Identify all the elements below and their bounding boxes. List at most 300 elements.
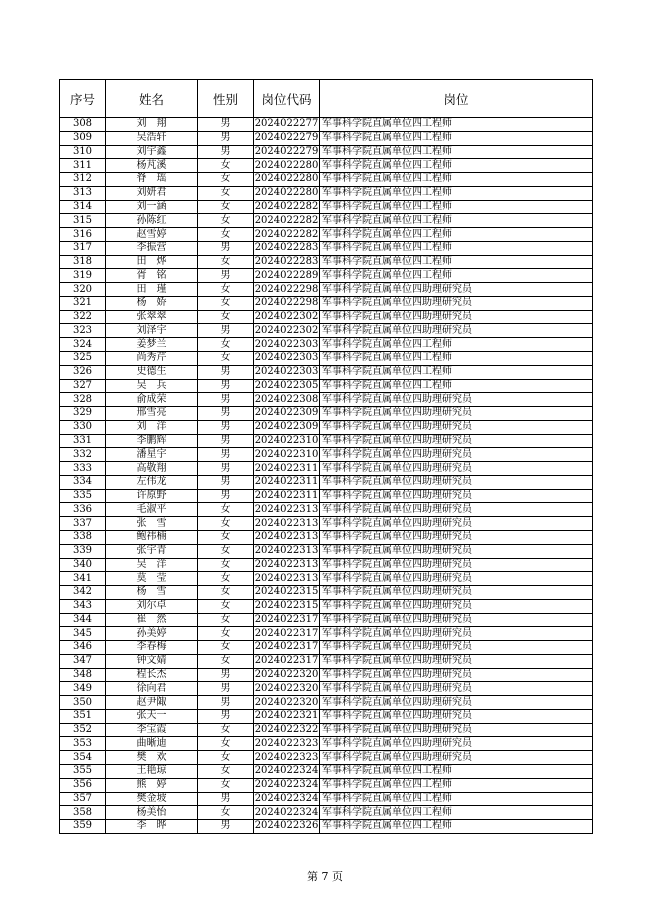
cell-name: 李宝霞	[106, 723, 198, 737]
table-row	[60, 131, 593, 145]
cell-position: 军事科学院直属单位四助理研究员	[320, 530, 593, 544]
cell-serial: 345	[60, 627, 106, 641]
cell-gender: 女	[198, 338, 254, 352]
cell-position-code: 2024022305	[254, 379, 319, 391]
cell-position: 军事科学院直属单位四工程师	[320, 214, 593, 228]
cell-gender: 男	[198, 131, 254, 145]
cell-position-code: 2024022315	[254, 600, 319, 612]
table-row	[60, 365, 593, 379]
cell-serial: 358	[60, 806, 106, 820]
cell-position: 军事科学院直属单位四工程师	[320, 228, 593, 242]
table-row	[60, 462, 593, 476]
cell-serial: 326	[60, 365, 106, 379]
cell-position: 军事科学院直属单位四助理研究员	[320, 420, 593, 434]
cell-name: 孙美婷	[106, 627, 198, 641]
cell-gender: 女	[198, 572, 254, 586]
cell-gender: 女	[198, 283, 254, 297]
cell-gender: 女	[198, 352, 254, 366]
table-row	[60, 668, 593, 682]
cell-serial: 310	[60, 145, 106, 159]
cell-gender: 女	[198, 296, 254, 310]
table-row	[60, 475, 593, 489]
cell-position-code: 2024022298	[254, 283, 319, 295]
cell-gender: 女	[198, 159, 254, 173]
table-row	[60, 269, 593, 283]
cell-position: 军事科学院直属单位四助理研究员	[320, 283, 593, 297]
cell-position-code: 2024022279	[254, 145, 319, 157]
cell-gender: 男	[198, 434, 254, 448]
cell-gender: 男	[198, 118, 254, 132]
cell-position-code: 2024022313	[254, 545, 319, 557]
cell-position-code: 2024022311	[254, 490, 319, 502]
cell-position-code: 2024022317	[254, 655, 319, 667]
cell-gender: 女	[198, 503, 254, 517]
cell-position-code: 2024022315	[254, 586, 319, 598]
cell-position: 军事科学院直属单位四助理研究员	[320, 407, 593, 421]
cell-gender: 女	[198, 255, 254, 269]
table-row	[60, 530, 593, 544]
cell-gender: 女	[198, 806, 254, 820]
cell-serial: 322	[60, 310, 106, 324]
cell-position-code: 2024022323	[254, 737, 319, 749]
cell-position: 军事科学院直属单位四助理研究员	[320, 627, 593, 641]
table-row	[60, 420, 593, 434]
cell-position-code: 2024022323	[254, 751, 319, 763]
cell-serial: 346	[60, 641, 106, 655]
cell-position-code: 2024022282	[254, 214, 319, 226]
cell-name: 田 烨	[106, 255, 198, 269]
table-row	[60, 503, 593, 517]
cell-serial: 340	[60, 558, 106, 572]
cell-gender: 女	[198, 517, 254, 531]
cell-name: 杨美怡	[106, 806, 198, 820]
cell-position: 军事科学院直属单位四工程师	[320, 118, 593, 132]
cell-position: 军事科学院直属单位四助理研究员	[320, 462, 593, 476]
cell-position-code: 2024022309	[254, 421, 319, 433]
cell-position: 军事科学院直属单位四工程师	[320, 778, 593, 792]
cell-name: 尚秀芹	[106, 352, 198, 366]
cell-serial: 335	[60, 489, 106, 503]
table-row	[60, 820, 593, 834]
roster-table	[59, 79, 593, 834]
cell-position: 军事科学院直属单位四助理研究员	[320, 393, 593, 407]
cell-position-code: 2024022280	[254, 173, 319, 185]
cell-serial: 331	[60, 434, 106, 448]
cell-serial: 343	[60, 599, 106, 613]
cell-position: 军事科学院直属单位四助理研究员	[320, 641, 593, 655]
cell-position: 军事科学院直属单位四助理研究员	[320, 475, 593, 489]
cell-name: 张 雪	[106, 517, 198, 531]
cell-serial: 347	[60, 654, 106, 668]
cell-position: 军事科学院直属单位四助理研究员	[320, 558, 593, 572]
roster-sheet	[59, 79, 593, 834]
cell-position-code: 2024022313	[254, 531, 319, 543]
cell-position-code: 2024022317	[254, 613, 319, 625]
cell-serial: 319	[60, 269, 106, 283]
cell-position-code: 2024022324	[254, 792, 319, 804]
page-footer: 第 7 页	[307, 870, 343, 883]
cell-position-code: 2024022283	[254, 256, 319, 268]
cell-name: 刘 翔	[106, 118, 198, 132]
table-row	[60, 173, 593, 187]
table-row	[60, 283, 593, 297]
cell-position-code: 2024022283	[254, 242, 319, 254]
table-row	[60, 255, 593, 269]
cell-position-code: 2024022277	[254, 118, 319, 130]
cell-position-code: 2024022324	[254, 779, 319, 791]
cell-name: 毛淑平	[106, 503, 198, 517]
cell-position-code: 2024022320	[254, 696, 319, 708]
cell-gender: 女	[198, 613, 254, 627]
table-row	[60, 723, 593, 737]
cell-position: 军事科学院直属单位四助理研究员	[320, 310, 593, 324]
cell-position-code: 2024022311	[254, 462, 319, 474]
table-row	[60, 764, 593, 778]
cell-position-code: 2024022324	[254, 765, 319, 777]
cell-position: 军事科学院直属单位四助理研究员	[320, 544, 593, 558]
cell-serial: 341	[60, 572, 106, 586]
cell-gender: 女	[198, 310, 254, 324]
cell-position: 军事科学院直属单位四工程师	[320, 764, 593, 778]
cell-serial: 359	[60, 820, 106, 834]
cell-position: 军事科学院直属单位四助理研究员	[320, 723, 593, 737]
cell-name: 俞成荣	[106, 393, 198, 407]
header-serial: 序号	[60, 80, 106, 118]
cell-gender: 女	[198, 751, 254, 765]
cell-name: 鲍祎楠	[106, 530, 198, 544]
cell-position: 军事科学院直属单位四助理研究员	[320, 709, 593, 723]
cell-position-code: 2024022321	[254, 710, 319, 722]
cell-position-code: 2024022303	[254, 352, 319, 364]
cell-serial: 330	[60, 420, 106, 434]
table-row	[60, 200, 593, 214]
cell-serial: 338	[60, 530, 106, 544]
table-row	[60, 586, 593, 600]
table-row	[60, 379, 593, 393]
cell-serial: 350	[60, 696, 106, 710]
cell-gender: 男	[198, 489, 254, 503]
cell-serial: 355	[60, 764, 106, 778]
cell-position-code: 2024022298	[254, 297, 319, 309]
cell-name: 崔 然	[106, 613, 198, 627]
cell-position: 军事科学院直属单位四助理研究员	[320, 737, 593, 751]
cell-name: 刘宇鑫	[106, 145, 198, 159]
table-body	[60, 118, 593, 834]
cell-position: 军事科学院直属单位四工程师	[320, 255, 593, 269]
table-row	[60, 324, 593, 338]
cell-name: 刘妍君	[106, 186, 198, 200]
cell-name: 许原野	[106, 489, 198, 503]
cell-position-code: 2024022303	[254, 338, 319, 350]
cell-position: 军事科学院直属单位四助理研究员	[320, 654, 593, 668]
table-row	[60, 241, 593, 255]
cell-gender: 女	[198, 764, 254, 778]
cell-serial: 353	[60, 737, 106, 751]
cell-position: 军事科学院直属单位四助理研究员	[320, 682, 593, 696]
cell-name: 樊金坡	[106, 792, 198, 806]
cell-gender: 女	[198, 186, 254, 200]
table-row	[60, 613, 593, 627]
cell-serial: 325	[60, 352, 106, 366]
cell-serial: 311	[60, 159, 106, 173]
table-row	[60, 627, 593, 641]
cell-gender: 女	[198, 654, 254, 668]
cell-serial: 323	[60, 324, 106, 338]
cell-gender: 男	[198, 420, 254, 434]
cell-name: 李春梅	[106, 641, 198, 655]
cell-name: 脊 瑶	[106, 173, 198, 187]
cell-gender: 女	[198, 737, 254, 751]
table-row	[60, 186, 593, 200]
cell-serial: 308	[60, 118, 106, 132]
cell-name: 刘一涵	[106, 200, 198, 214]
cell-serial: 344	[60, 613, 106, 627]
table-row	[60, 737, 593, 751]
table-row	[60, 654, 593, 668]
table-row	[60, 641, 593, 655]
cell-position-code: 2024022280	[254, 187, 319, 199]
cell-serial: 354	[60, 751, 106, 765]
cell-serial: 316	[60, 228, 106, 242]
cell-position: 军事科学院直属单位四助理研究员	[320, 434, 593, 448]
cell-position-code: 2024022313	[254, 503, 319, 515]
cell-position-code: 2024022322	[254, 724, 319, 736]
cell-position-code: 2024022302	[254, 324, 319, 336]
cell-serial: 337	[60, 517, 106, 531]
cell-gender: 女	[198, 641, 254, 655]
cell-gender: 男	[198, 393, 254, 407]
cell-position: 军事科学院直属单位四工程师	[320, 820, 593, 834]
table-row	[60, 214, 593, 228]
cell-position: 军事科学院直属单位四工程师	[320, 186, 593, 200]
cell-serial: 336	[60, 503, 106, 517]
cell-position: 军事科学院直属单位四工程师	[320, 159, 593, 173]
cell-serial: 333	[60, 462, 106, 476]
cell-position-code: 2024022282	[254, 200, 319, 212]
cell-name: 潘星宇	[106, 448, 198, 462]
cell-position: 军事科学院直属单位四助理研究员	[320, 599, 593, 613]
table-row	[60, 682, 593, 696]
cell-serial: 315	[60, 214, 106, 228]
table-row	[60, 145, 593, 159]
table-row	[60, 778, 593, 792]
cell-position: 军事科学院直属单位四助理研究员	[320, 586, 593, 600]
cell-name: 胥 铭	[106, 269, 198, 283]
cell-position-code: 2024022313	[254, 572, 319, 584]
cell-position-code: 2024022308	[254, 393, 319, 405]
cell-serial: 314	[60, 200, 106, 214]
table-row	[60, 118, 593, 132]
cell-name: 樊 欢	[106, 751, 198, 765]
cell-gender: 女	[198, 723, 254, 737]
cell-name: 吴 洋	[106, 558, 198, 572]
cell-name: 程长杰	[106, 668, 198, 682]
table-row	[60, 751, 593, 765]
cell-serial: 321	[60, 296, 106, 310]
cell-name: 赵尹陬	[106, 696, 198, 710]
cell-name: 李 晔	[106, 820, 198, 834]
cell-name: 姜梦兰	[106, 338, 198, 352]
table-row	[60, 806, 593, 820]
cell-position: 军事科学院直属单位四助理研究员	[320, 572, 593, 586]
cell-position-code: 2024022320	[254, 669, 319, 680]
cell-position: 军事科学院直属单位四工程师	[320, 269, 593, 283]
cell-position-code: 2024022313	[254, 517, 319, 529]
cell-position-code: 2024022311	[254, 476, 319, 488]
cell-name: 吴 兵	[106, 379, 198, 393]
cell-serial: 342	[60, 586, 106, 600]
cell-position-code: 2024022313	[254, 558, 319, 570]
cell-serial: 352	[60, 723, 106, 737]
cell-serial: 318	[60, 255, 106, 269]
cell-position-code: 2024022302	[254, 311, 319, 323]
cell-position-code: 2024022310	[254, 434, 319, 446]
cell-name: 刘泽宇	[106, 324, 198, 338]
cell-name: 邢雪亮	[106, 407, 198, 421]
cell-serial: 324	[60, 338, 106, 352]
cell-position: 军事科学院直属单位四工程师	[320, 145, 593, 159]
cell-gender: 男	[198, 145, 254, 159]
cell-position: 军事科学院直属单位四助理研究员	[320, 517, 593, 531]
cell-name: 左伟龙	[106, 475, 198, 489]
cell-gender: 女	[198, 544, 254, 558]
cell-position: 军事科学院直属单位四工程师	[320, 379, 593, 393]
cell-serial: 313	[60, 186, 106, 200]
cell-position: 军事科学院直属单位四工程师	[320, 173, 593, 187]
table-row	[60, 310, 593, 324]
cell-name: 曲晰迪	[106, 737, 198, 751]
cell-position-code: 2024022282	[254, 228, 319, 240]
table-row	[60, 792, 593, 806]
cell-position-code: 2024022303	[254, 366, 319, 378]
cell-position-code: 2024022309	[254, 407, 319, 419]
cell-position: 军事科学院直属单位四工程师	[320, 200, 593, 214]
cell-gender: 女	[198, 173, 254, 187]
cell-position: 军事科学院直属单位四工程师	[320, 792, 593, 806]
cell-name: 赵雪婷	[106, 228, 198, 242]
table-row	[60, 296, 593, 310]
cell-name: 刘 洋	[106, 420, 198, 434]
cell-gender: 女	[198, 599, 254, 613]
table-row	[60, 489, 593, 503]
cell-gender: 男	[198, 462, 254, 476]
cell-gender: 女	[198, 200, 254, 214]
table-row	[60, 393, 593, 407]
table-row	[60, 696, 593, 710]
cell-position-code: 2024022280	[254, 159, 319, 171]
cell-gender: 男	[198, 379, 254, 393]
cell-gender: 女	[198, 558, 254, 572]
cell-serial: 356	[60, 778, 106, 792]
cell-name: 刘尔卓	[106, 599, 198, 613]
cell-name: 徐向君	[106, 682, 198, 696]
cell-serial: 329	[60, 407, 106, 421]
cell-name: 张翠翠	[106, 310, 198, 324]
cell-name: 李鹏辉	[106, 434, 198, 448]
cell-serial: 351	[60, 709, 106, 723]
header-name: 姓名	[106, 80, 198, 118]
cell-gender: 男	[198, 820, 254, 834]
cell-serial: 312	[60, 173, 106, 187]
cell-gender: 男	[198, 709, 254, 723]
cell-gender: 男	[198, 448, 254, 462]
table-row	[60, 517, 593, 531]
table-row	[60, 338, 593, 352]
table-row	[60, 558, 593, 572]
cell-name: 钟文婧	[106, 654, 198, 668]
cell-gender: 女	[198, 214, 254, 228]
cell-name: 张天一	[106, 709, 198, 723]
cell-name: 莫 莹	[106, 572, 198, 586]
cell-serial: 328	[60, 393, 106, 407]
cell-serial: 339	[60, 544, 106, 558]
cell-position: 军事科学院直属单位四工程师	[320, 241, 593, 255]
header-position-code: 岗位代码	[254, 80, 320, 118]
cell-position-code: 2024022317	[254, 641, 319, 653]
cell-gender: 男	[198, 365, 254, 379]
table-row	[60, 544, 593, 558]
cell-gender: 男	[198, 269, 254, 283]
table-row	[60, 352, 593, 366]
cell-position: 军事科学院直属单位四工程师	[320, 806, 593, 820]
table-row	[60, 709, 593, 723]
cell-name: 田 瑾	[106, 283, 198, 297]
cell-position: 军事科学院直属单位四助理研究员	[320, 503, 593, 517]
table-row	[60, 434, 593, 448]
cell-position: 军事科学院直属单位四助理研究员	[320, 696, 593, 710]
cell-name: 杨 雪	[106, 586, 198, 600]
cell-position-code: 2024022289	[254, 269, 319, 281]
cell-name: 吴浩轩	[106, 131, 198, 145]
cell-name: 杨芃溪	[106, 159, 198, 173]
cell-position: 军事科学院直属单位四助理研究员	[320, 324, 593, 338]
cell-gender: 男	[198, 324, 254, 338]
header-position: 岗位	[320, 80, 593, 118]
cell-serial: 320	[60, 283, 106, 297]
cell-position: 军事科学院直属单位四工程师	[320, 131, 593, 145]
table-row	[60, 407, 593, 421]
cell-gender: 女	[198, 530, 254, 544]
cell-gender: 男	[198, 682, 254, 696]
cell-position: 军事科学院直属单位四工程师	[320, 365, 593, 379]
cell-position: 军事科学院直属单位四工程师	[320, 352, 593, 366]
cell-gender: 男	[198, 241, 254, 255]
cell-gender: 男	[198, 792, 254, 806]
header-row	[60, 80, 593, 118]
table-row	[60, 228, 593, 242]
cell-name: 史德生	[106, 365, 198, 379]
cell-position: 军事科学院直属单位四助理研究员	[320, 613, 593, 627]
cell-position: 军事科学院直属单位四助理研究员	[320, 296, 593, 310]
cell-serial: 357	[60, 792, 106, 806]
cell-gender: 男	[198, 475, 254, 489]
cell-position: 军事科学院直属单位四工程师	[320, 338, 593, 352]
cell-position-code: 2024022279	[254, 132, 319, 144]
cell-name: 王艳琼	[106, 764, 198, 778]
cell-position-code: 2024022310	[254, 448, 319, 460]
table-row	[60, 159, 593, 173]
cell-position-code: 2024022317	[254, 627, 319, 639]
cell-name: 熊 婷	[106, 778, 198, 792]
cell-serial: 317	[60, 241, 106, 255]
cell-serial: 327	[60, 379, 106, 393]
cell-name: 高敬翔	[106, 462, 198, 476]
cell-position: 军事科学院直属单位四助理研究员	[320, 668, 593, 682]
cell-gender: 男	[198, 696, 254, 710]
table-row	[60, 448, 593, 462]
table-row	[60, 599, 593, 613]
cell-name: 张宇青	[106, 544, 198, 558]
